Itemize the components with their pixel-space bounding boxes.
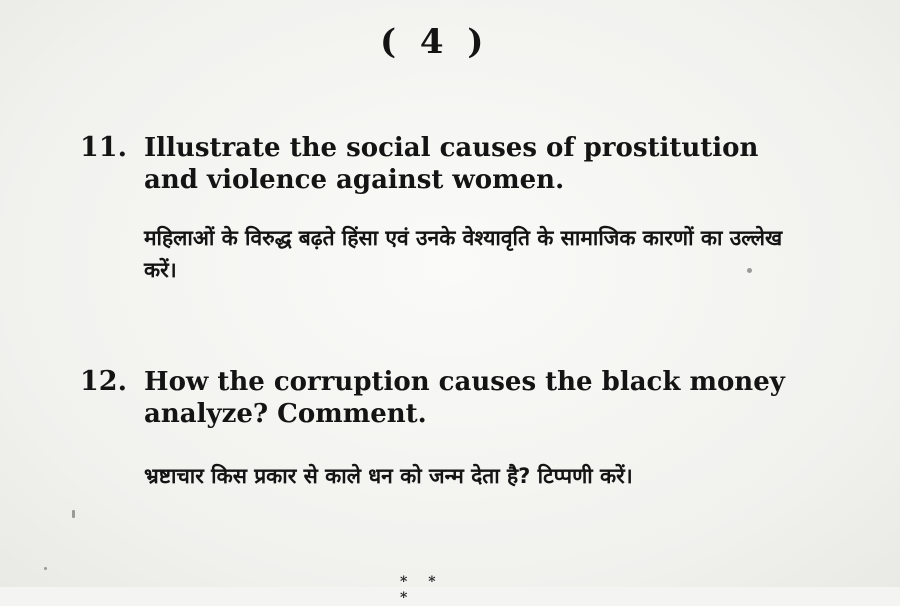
scan-speck bbox=[72, 510, 75, 518]
question-text-hindi: महिलाओं के विरुद्ध बढ़ते हिंसा एवं उनके वेश्यावृति के सामाजिक कारणों का उल्लेख करें। bbox=[144, 226, 783, 282]
question-text-english: Illustrate the social causes of prostitution and violence against women. bbox=[144, 133, 759, 195]
scan-speck bbox=[44, 567, 47, 570]
scan-speck bbox=[747, 268, 752, 273]
question-text-hindi: भ्रष्टाचार किस प्रकार से काले धन को जन्म देता है? टिप्पणी करें। bbox=[144, 464, 633, 488]
question-number: 12. bbox=[80, 366, 127, 397]
end-mark: * * * bbox=[400, 574, 444, 606]
question-text-english: How the corruption causes the black money analyze? Comment. bbox=[144, 367, 785, 429]
page-number: ( 4 ) bbox=[380, 22, 490, 62]
question-number: 11. bbox=[80, 132, 127, 163]
